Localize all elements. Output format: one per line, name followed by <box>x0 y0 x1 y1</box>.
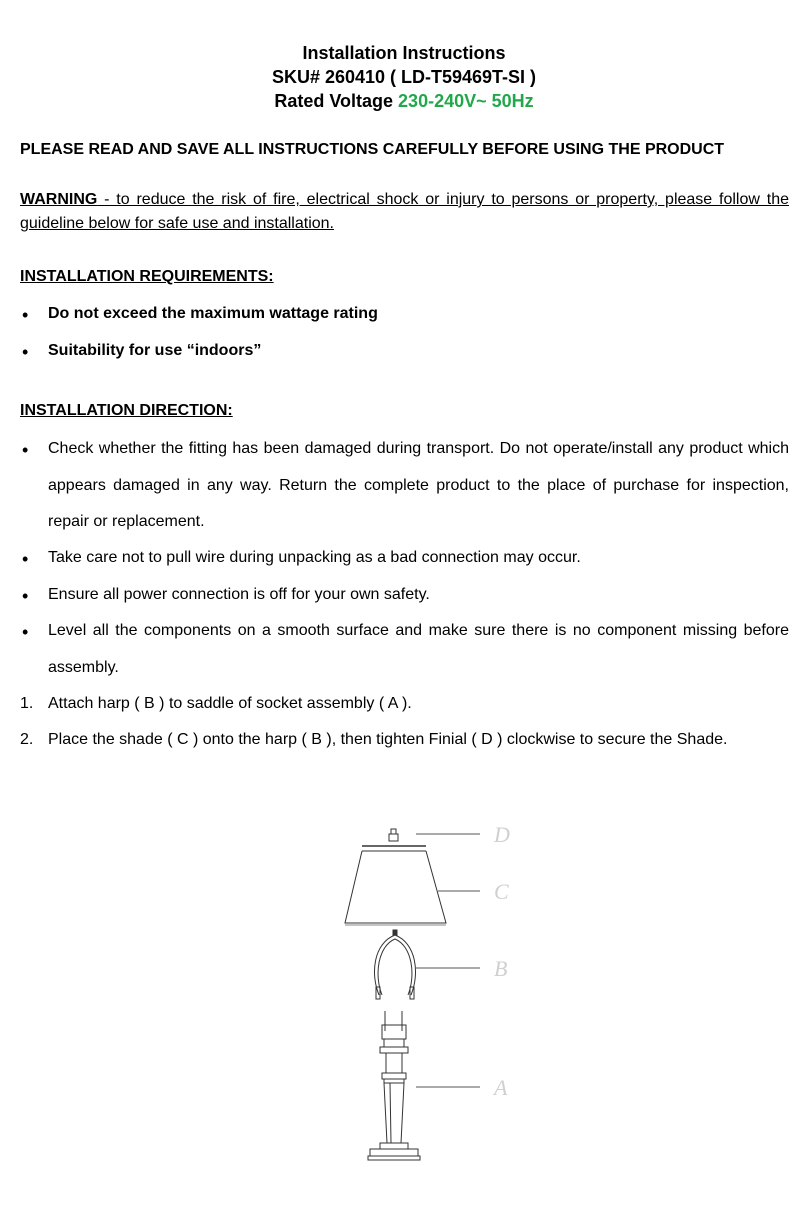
bullet-icon: • <box>22 440 29 460</box>
label-c: C <box>494 879 509 904</box>
label-a: A <box>494 1075 508 1100</box>
direction-heading: INSTALLATION DIRECTION: <box>20 402 233 419</box>
sku-line: SKU# 260410 ( LD-T59469T-SI ) <box>271 67 537 87</box>
harp-part <box>374 930 415 999</box>
rated-voltage-line <box>0 91 808 112</box>
step-text: Attach harp ( B ) to saddle of socket assembly ( A ). <box>48 695 412 712</box>
step-number: 2. <box>20 731 34 748</box>
warning-label: WARNING <box>20 191 98 208</box>
bullet-icon: • <box>22 342 29 362</box>
bullet-icon: • <box>22 586 29 606</box>
lamp-assembly-diagram <box>330 815 530 1170</box>
label-b: B <box>494 956 508 981</box>
step-number: 1. <box>20 695 34 712</box>
requirement-text: Do not exceed the maximum wattage rating <box>48 305 378 322</box>
warning-text: - to reduce the risk of fire, electrical shock or injury to persons or property, please follow the guideline below for safe use and installation. <box>20 191 789 232</box>
bullet-icon: • <box>22 305 29 325</box>
bullet-icon: • <box>22 549 29 569</box>
requirement-text: Suitability for use “indoors” <box>48 342 262 359</box>
voltage-label: Rated Voltage <box>274 91 394 111</box>
step-text: Place the shade ( C ) onto the harp ( B ), then tighten Finial ( D ) clockwise to secure the Shade. <box>48 731 728 748</box>
voltage-value: 230-240V~ 50Hz <box>398 91 534 111</box>
label-d: D <box>494 822 510 847</box>
read-all-notice: PLEASE READ AND SAVE ALL INSTRUCTIONS CAREFULLY BEFORE USING THE PRODUCT <box>20 141 725 158</box>
finial-part <box>389 829 398 841</box>
shade-part <box>345 846 446 925</box>
direction-text: Check whether the fitting has been damaged during transport. Do not operate/install any product which appears damaged in any way. Return the complete product to the place of purchase for inspection, repair or replacement. <box>48 440 789 530</box>
socket-base-part <box>368 1011 420 1160</box>
direction-text: Ensure all power connection is off for your own safety. <box>48 586 430 603</box>
bullet-icon: • <box>22 622 29 642</box>
page-title: Installation Instructions <box>302 43 506 63</box>
requirements-heading: INSTALLATION REQUIREMENTS: <box>20 268 274 285</box>
direction-text: Take care not to pull wire during unpacking as a bad connection may occur. <box>48 549 581 566</box>
warning-paragraph <box>20 188 789 236</box>
direction-text: Level all the components on a smooth surface and make sure there is no component missing before assembly. <box>48 622 789 676</box>
